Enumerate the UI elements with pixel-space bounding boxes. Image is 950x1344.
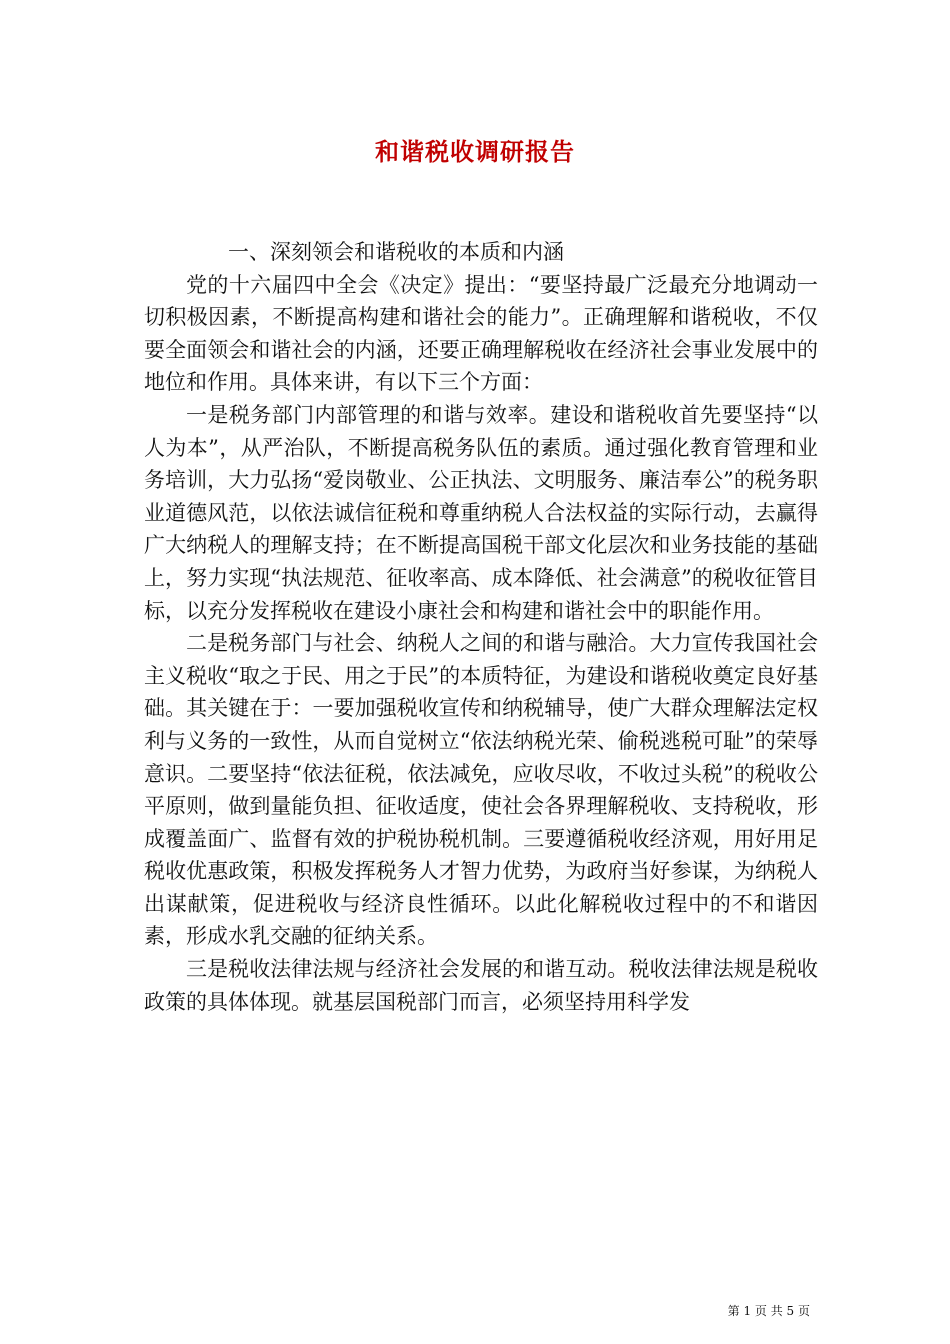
- page-number-footer: 第 1 页 共 5 页: [727, 1304, 810, 1318]
- paragraph-intro: 党的十六届四中全会《决定》提出：“要坚持最广泛最充分地调动一切积极因素，不断提高构建和谐社会的能力”。正确理解和谐税收，不仅要全面领会和谐社会的内涵，还要正确理解税收在经济社会事业发展中的地位和作用。具体来讲，有以下三个方面：: [144, 272, 818, 395]
- document-title: 和谐税收调研报告: [375, 137, 575, 166]
- paragraph-point-one: 一是税务部门内部管理的和谐与效率。建设和谐税收首先要坚持“以人为本”，从严治队，不断提高税务队伍的素质。通过强化教育管理和业务培训，大力弘扬“爱岗敬业、公正执法、文明服务、廉洁奉公”的税务职业道德风范，以依法诚信征税和尊重纳税人合法权益的实际行动，去赢得广大纳税人的理解支持；在不断提高国税干部文化层次和业务技能的基础上，努力实现“执法规范、征收率高、成本降低、社会满意”的税收征管目标，以充分发挥税收在建设小康社会和构建和谐社会中的职能作用。: [144, 402, 818, 623]
- document-body: [144, 236, 818, 1018]
- paragraph-point-two: 二是税务部门与社会、纳税人之间的和谐与融洽。大力宣传我国社会主义税收“取之于民、用之于民”的本质特征，为建设和谐税收奠定良好基础。其关键在于：一要加强税收宣传和纳税辅导，使广大群众理解法定权利与义务的一致性，从而自觉树立“依法纳税光荣、偷税逃税可耻”的荣辱意识。二要坚持“依法征税，依法减免，应收尽收，不收过头税”的税收公平原则，做到量能负担、征收适度，使社会各界理解税收、支持税收，形成覆盖面广、监督有效的护税协税机制。三要遵循税收经济观，用好用足税收优惠政策，积极发挥税务人才智力优势，为政府当好参谋，为纳税人出谋献策，促进税收与经济良性循环。以此化解税收过程中的不和谐因素，形成水乳交融的征纳关系。: [144, 631, 818, 949]
- paragraph-point-three: 三是税收法律法规与经济社会发展的和谐互动。税收法律法规是税收政策的具体体现。就基层国税部门而言，必须坚持用科学发: [144, 957, 818, 1014]
- section-heading: 一、深刻领会和谐税收的本质和内涵: [228, 240, 564, 264]
